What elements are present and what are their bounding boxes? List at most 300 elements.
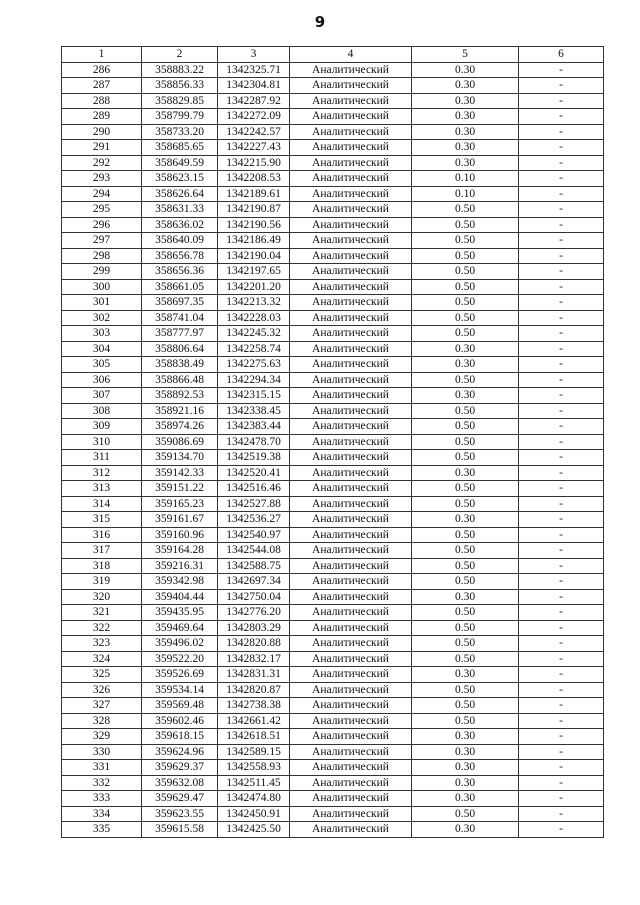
table-row bbox=[62, 558, 604, 574]
cell-method: Аналитический bbox=[290, 543, 412, 559]
cell-method: Аналитический bbox=[290, 620, 412, 636]
table-row bbox=[62, 605, 604, 621]
cell-x: 359522.20 bbox=[142, 651, 218, 667]
table-row bbox=[62, 574, 604, 590]
cell-y: 1342832.17 bbox=[218, 651, 290, 667]
cell-point-number: 298 bbox=[62, 248, 142, 264]
cell-x: 359526.69 bbox=[142, 667, 218, 683]
cell-precision: 0.50 bbox=[412, 295, 519, 311]
cell-y: 1342831.31 bbox=[218, 667, 290, 683]
cell-precision: 0.30 bbox=[412, 822, 519, 838]
table-row bbox=[62, 326, 604, 342]
cell-x: 359624.96 bbox=[142, 744, 218, 760]
cell-point-number: 297 bbox=[62, 233, 142, 249]
cell-precision: 0.50 bbox=[412, 605, 519, 621]
table-row bbox=[62, 698, 604, 714]
cell-point-number: 296 bbox=[62, 217, 142, 233]
cell-description: - bbox=[519, 140, 604, 156]
cell-method: Аналитический bbox=[290, 326, 412, 342]
cell-y: 1342383.44 bbox=[218, 419, 290, 435]
cell-y: 1342275.63 bbox=[218, 357, 290, 373]
cell-x: 359160.96 bbox=[142, 527, 218, 543]
cell-x: 359569.48 bbox=[142, 698, 218, 714]
cell-point-number: 290 bbox=[62, 124, 142, 140]
cell-precision: 0.50 bbox=[412, 651, 519, 667]
table-row bbox=[62, 357, 604, 373]
cell-x: 358838.49 bbox=[142, 357, 218, 373]
cell-x: 359623.55 bbox=[142, 806, 218, 822]
cell-description: - bbox=[519, 186, 604, 202]
cell-x: 358623.15 bbox=[142, 171, 218, 187]
table-row bbox=[62, 202, 604, 218]
cell-description: - bbox=[519, 341, 604, 357]
cell-method: Аналитический bbox=[290, 78, 412, 94]
cell-y: 1342325.71 bbox=[218, 62, 290, 78]
coordinates-table bbox=[61, 46, 604, 838]
cell-y: 1342213.32 bbox=[218, 295, 290, 311]
cell-y: 1342750.04 bbox=[218, 589, 290, 605]
cell-point-number: 304 bbox=[62, 341, 142, 357]
cell-y: 1342697.34 bbox=[218, 574, 290, 590]
cell-precision: 0.30 bbox=[412, 357, 519, 373]
column-header-precision: 5 bbox=[412, 47, 519, 63]
cell-description: - bbox=[519, 217, 604, 233]
cell-precision: 0.50 bbox=[412, 310, 519, 326]
cell-precision: 0.50 bbox=[412, 682, 519, 698]
cell-x: 358741.04 bbox=[142, 310, 218, 326]
cell-x: 359151.22 bbox=[142, 481, 218, 497]
cell-point-number: 292 bbox=[62, 155, 142, 171]
cell-method: Аналитический bbox=[290, 341, 412, 357]
cell-method: Аналитический bbox=[290, 388, 412, 404]
cell-method: Аналитический bbox=[290, 264, 412, 280]
cell-description: - bbox=[519, 465, 604, 481]
cell-point-number: 328 bbox=[62, 713, 142, 729]
cell-method: Аналитический bbox=[290, 822, 412, 838]
cell-method: Аналитический bbox=[290, 140, 412, 156]
cell-precision: 0.30 bbox=[412, 155, 519, 171]
cell-precision: 0.50 bbox=[412, 202, 519, 218]
column-header-y: 3 bbox=[218, 47, 290, 63]
cell-method: Аналитический bbox=[290, 62, 412, 78]
cell-method: Аналитический bbox=[290, 310, 412, 326]
cell-description: - bbox=[519, 589, 604, 605]
cell-point-number: 308 bbox=[62, 403, 142, 419]
cell-precision: 0.30 bbox=[412, 775, 519, 791]
table-row bbox=[62, 62, 604, 78]
cell-precision: 0.30 bbox=[412, 729, 519, 745]
cell-point-number: 334 bbox=[62, 806, 142, 822]
cell-precision: 0.50 bbox=[412, 419, 519, 435]
cell-description: - bbox=[519, 713, 604, 729]
cell-description: - bbox=[519, 698, 604, 714]
table-row bbox=[62, 155, 604, 171]
table-row bbox=[62, 512, 604, 528]
table-row bbox=[62, 419, 604, 435]
table-row bbox=[62, 543, 604, 559]
cell-precision: 0.30 bbox=[412, 93, 519, 109]
cell-description: - bbox=[519, 419, 604, 435]
cell-point-number: 294 bbox=[62, 186, 142, 202]
cell-x: 358656.78 bbox=[142, 248, 218, 264]
cell-precision: 0.30 bbox=[412, 512, 519, 528]
cell-point-number: 329 bbox=[62, 729, 142, 745]
cell-point-number: 299 bbox=[62, 264, 142, 280]
cell-x: 359404.44 bbox=[142, 589, 218, 605]
cell-precision: 0.30 bbox=[412, 465, 519, 481]
cell-point-number: 326 bbox=[62, 682, 142, 698]
cell-x: 359216.31 bbox=[142, 558, 218, 574]
cell-x: 358640.09 bbox=[142, 233, 218, 249]
cell-method: Аналитический bbox=[290, 589, 412, 605]
cell-y: 1342540.97 bbox=[218, 527, 290, 543]
cell-description: - bbox=[519, 279, 604, 295]
table-row bbox=[62, 496, 604, 512]
cell-x: 358661.05 bbox=[142, 279, 218, 295]
cell-method: Аналитический bbox=[290, 233, 412, 249]
table-row bbox=[62, 822, 604, 838]
cell-precision: 0.30 bbox=[412, 667, 519, 683]
cell-y: 1342558.93 bbox=[218, 760, 290, 776]
cell-x: 358799.79 bbox=[142, 109, 218, 125]
cell-y: 1342820.87 bbox=[218, 682, 290, 698]
cell-x: 358806.64 bbox=[142, 341, 218, 357]
cell-y: 1342520.41 bbox=[218, 465, 290, 481]
cell-method: Аналитический bbox=[290, 558, 412, 574]
table-row bbox=[62, 620, 604, 636]
cell-point-number: 289 bbox=[62, 109, 142, 125]
cell-description: - bbox=[519, 729, 604, 745]
cell-precision: 0.30 bbox=[412, 744, 519, 760]
cell-method: Аналитический bbox=[290, 109, 412, 125]
cell-x: 359615.58 bbox=[142, 822, 218, 838]
table-row bbox=[62, 264, 604, 280]
cell-method: Аналитический bbox=[290, 698, 412, 714]
table-row bbox=[62, 78, 604, 94]
table-row bbox=[62, 527, 604, 543]
table-row bbox=[62, 248, 604, 264]
cell-method: Аналитический bbox=[290, 729, 412, 745]
cell-y: 1342272.09 bbox=[218, 109, 290, 125]
table-row bbox=[62, 450, 604, 466]
cell-precision: 0.50 bbox=[412, 806, 519, 822]
cell-y: 1342588.75 bbox=[218, 558, 290, 574]
cell-x: 358685.65 bbox=[142, 140, 218, 156]
cell-description: - bbox=[519, 651, 604, 667]
cell-y: 1342776.20 bbox=[218, 605, 290, 621]
cell-precision: 0.50 bbox=[412, 698, 519, 714]
cell-description: - bbox=[519, 760, 604, 776]
cell-x: 358697.35 bbox=[142, 295, 218, 311]
cell-precision: 0.50 bbox=[412, 558, 519, 574]
cell-x: 359618.15 bbox=[142, 729, 218, 745]
cell-description: - bbox=[519, 822, 604, 838]
cell-point-number: 286 bbox=[62, 62, 142, 78]
cell-point-number: 288 bbox=[62, 93, 142, 109]
header-row bbox=[62, 47, 604, 63]
column-header-point-number: 1 bbox=[62, 47, 142, 63]
cell-point-number: 310 bbox=[62, 434, 142, 450]
table-row bbox=[62, 775, 604, 791]
cell-y: 1342294.34 bbox=[218, 372, 290, 388]
cell-description: - bbox=[519, 481, 604, 497]
cell-method: Аналитический bbox=[290, 186, 412, 202]
cell-method: Аналитический bbox=[290, 682, 412, 698]
cell-x: 358921.16 bbox=[142, 403, 218, 419]
cell-point-number: 335 bbox=[62, 822, 142, 838]
cell-description: - bbox=[519, 620, 604, 636]
cell-precision: 0.30 bbox=[412, 760, 519, 776]
cell-precision: 0.50 bbox=[412, 636, 519, 652]
cell-method: Аналитический bbox=[290, 279, 412, 295]
cell-precision: 0.50 bbox=[412, 403, 519, 419]
cell-description: - bbox=[519, 744, 604, 760]
table-row bbox=[62, 403, 604, 419]
cell-x: 359629.37 bbox=[142, 760, 218, 776]
cell-precision: 0.50 bbox=[412, 481, 519, 497]
cell-method: Аналитический bbox=[290, 124, 412, 140]
cell-x: 358649.59 bbox=[142, 155, 218, 171]
table-row bbox=[62, 481, 604, 497]
cell-description: - bbox=[519, 295, 604, 311]
cell-description: - bbox=[519, 171, 604, 187]
cell-method: Аналитический bbox=[290, 574, 412, 590]
table-row bbox=[62, 233, 604, 249]
cell-precision: 0.30 bbox=[412, 341, 519, 357]
cell-precision: 0.50 bbox=[412, 279, 519, 295]
cell-point-number: 318 bbox=[62, 558, 142, 574]
cell-method: Аналитический bbox=[290, 527, 412, 543]
cell-description: - bbox=[519, 450, 604, 466]
cell-y: 1342820.88 bbox=[218, 636, 290, 652]
cell-x: 359629.47 bbox=[142, 791, 218, 807]
cell-method: Аналитический bbox=[290, 481, 412, 497]
cell-precision: 0.50 bbox=[412, 233, 519, 249]
cell-y: 1342738.38 bbox=[218, 698, 290, 714]
cell-x: 358626.64 bbox=[142, 186, 218, 202]
cell-description: - bbox=[519, 202, 604, 218]
cell-point-number: 327 bbox=[62, 698, 142, 714]
cell-description: - bbox=[519, 775, 604, 791]
cell-point-number: 325 bbox=[62, 667, 142, 683]
cell-precision: 0.50 bbox=[412, 496, 519, 512]
cell-point-number: 315 bbox=[62, 512, 142, 528]
cell-point-number: 307 bbox=[62, 388, 142, 404]
cell-point-number: 320 bbox=[62, 589, 142, 605]
cell-y: 1342519.38 bbox=[218, 450, 290, 466]
table-row bbox=[62, 186, 604, 202]
cell-method: Аналитический bbox=[290, 403, 412, 419]
cell-method: Аналитический bbox=[290, 775, 412, 791]
table-row bbox=[62, 388, 604, 404]
table-row bbox=[62, 651, 604, 667]
cell-y: 1342474.80 bbox=[218, 791, 290, 807]
cell-y: 1342215.90 bbox=[218, 155, 290, 171]
cell-method: Аналитический bbox=[290, 450, 412, 466]
cell-point-number: 312 bbox=[62, 465, 142, 481]
cell-point-number: 293 bbox=[62, 171, 142, 187]
cell-method: Аналитический bbox=[290, 93, 412, 109]
cell-x: 358636.02 bbox=[142, 217, 218, 233]
cell-method: Аналитический bbox=[290, 372, 412, 388]
cell-x: 358631.33 bbox=[142, 202, 218, 218]
cell-y: 1342304.81 bbox=[218, 78, 290, 94]
cell-precision: 0.50 bbox=[412, 713, 519, 729]
cell-description: - bbox=[519, 496, 604, 512]
cell-point-number: 305 bbox=[62, 357, 142, 373]
cell-method: Аналитический bbox=[290, 512, 412, 528]
cell-method: Аналитический bbox=[290, 791, 412, 807]
cell-method: Аналитический bbox=[290, 496, 412, 512]
cell-point-number: 331 bbox=[62, 760, 142, 776]
cell-precision: 0.30 bbox=[412, 589, 519, 605]
table-row bbox=[62, 806, 604, 822]
cell-x: 359134.70 bbox=[142, 450, 218, 466]
table-row bbox=[62, 341, 604, 357]
cell-x: 359602.46 bbox=[142, 713, 218, 729]
cell-x: 359161.67 bbox=[142, 512, 218, 528]
cell-x: 359496.02 bbox=[142, 636, 218, 652]
cell-y: 1342190.56 bbox=[218, 217, 290, 233]
cell-y: 1342544.08 bbox=[218, 543, 290, 559]
cell-point-number: 291 bbox=[62, 140, 142, 156]
cell-method: Аналитический bbox=[290, 357, 412, 373]
table-row bbox=[62, 589, 604, 605]
cell-method: Аналитический bbox=[290, 155, 412, 171]
cell-x: 359086.69 bbox=[142, 434, 218, 450]
cell-point-number: 332 bbox=[62, 775, 142, 791]
cell-description: - bbox=[519, 574, 604, 590]
cell-precision: 0.30 bbox=[412, 78, 519, 94]
cell-x: 359142.33 bbox=[142, 465, 218, 481]
table-row bbox=[62, 729, 604, 745]
cell-y: 1342228.03 bbox=[218, 310, 290, 326]
table-row bbox=[62, 140, 604, 156]
cell-description: - bbox=[519, 636, 604, 652]
cell-description: - bbox=[519, 791, 604, 807]
cell-description: - bbox=[519, 682, 604, 698]
table-row bbox=[62, 434, 604, 450]
cell-method: Аналитический bbox=[290, 171, 412, 187]
table-row bbox=[62, 93, 604, 109]
cell-y: 1342661.42 bbox=[218, 713, 290, 729]
cell-method: Аналитический bbox=[290, 217, 412, 233]
cell-x: 358883.22 bbox=[142, 62, 218, 78]
cell-description: - bbox=[519, 388, 604, 404]
cell-precision: 0.50 bbox=[412, 372, 519, 388]
cell-description: - bbox=[519, 558, 604, 574]
cell-method: Аналитический bbox=[290, 248, 412, 264]
cell-x: 358974.26 bbox=[142, 419, 218, 435]
cell-method: Аналитический bbox=[290, 636, 412, 652]
cell-y: 1342527.88 bbox=[218, 496, 290, 512]
table-row bbox=[62, 667, 604, 683]
table-row bbox=[62, 760, 604, 776]
cell-point-number: 301 bbox=[62, 295, 142, 311]
cell-method: Аналитический bbox=[290, 465, 412, 481]
cell-x: 358866.48 bbox=[142, 372, 218, 388]
table-row bbox=[62, 109, 604, 125]
cell-description: - bbox=[519, 512, 604, 528]
cell-description: - bbox=[519, 248, 604, 264]
cell-point-number: 316 bbox=[62, 527, 142, 543]
cell-method: Аналитический bbox=[290, 419, 412, 435]
cell-y: 1342190.04 bbox=[218, 248, 290, 264]
cell-precision: 0.50 bbox=[412, 450, 519, 466]
cell-y: 1342511.45 bbox=[218, 775, 290, 791]
cell-precision: 0.50 bbox=[412, 264, 519, 280]
table-row bbox=[62, 744, 604, 760]
cell-point-number: 302 bbox=[62, 310, 142, 326]
table-row bbox=[62, 791, 604, 807]
cell-y: 1342197.65 bbox=[218, 264, 290, 280]
cell-method: Аналитический bbox=[290, 605, 412, 621]
cell-description: - bbox=[519, 264, 604, 280]
cell-point-number: 319 bbox=[62, 574, 142, 590]
cell-point-number: 321 bbox=[62, 605, 142, 621]
table-row bbox=[62, 636, 604, 652]
cell-precision: 0.30 bbox=[412, 791, 519, 807]
cell-y: 1342536.27 bbox=[218, 512, 290, 528]
cell-y: 1342208.53 bbox=[218, 171, 290, 187]
table-row bbox=[62, 279, 604, 295]
column-header-x: 2 bbox=[142, 47, 218, 63]
cell-y: 1342190.87 bbox=[218, 202, 290, 218]
cell-point-number: 330 bbox=[62, 744, 142, 760]
cell-point-number: 317 bbox=[62, 543, 142, 559]
cell-y: 1342478.70 bbox=[218, 434, 290, 450]
cell-method: Аналитический bbox=[290, 760, 412, 776]
column-header-description: 6 bbox=[519, 47, 604, 63]
cell-description: - bbox=[519, 93, 604, 109]
cell-precision: 0.50 bbox=[412, 574, 519, 590]
cell-y: 1342516.46 bbox=[218, 481, 290, 497]
cell-x: 358656.36 bbox=[142, 264, 218, 280]
cell-point-number: 300 bbox=[62, 279, 142, 295]
cell-description: - bbox=[519, 124, 604, 140]
table-row bbox=[62, 713, 604, 729]
cell-x: 359435.95 bbox=[142, 605, 218, 621]
table-row bbox=[62, 295, 604, 311]
cell-description: - bbox=[519, 806, 604, 822]
cell-method: Аналитический bbox=[290, 667, 412, 683]
table-header bbox=[62, 47, 604, 63]
page-number: 9 bbox=[314, 13, 326, 31]
table-row bbox=[62, 682, 604, 698]
cell-y: 1342589.15 bbox=[218, 744, 290, 760]
cell-description: - bbox=[519, 233, 604, 249]
cell-point-number: 309 bbox=[62, 419, 142, 435]
cell-method: Аналитический bbox=[290, 806, 412, 822]
cell-x: 358856.33 bbox=[142, 78, 218, 94]
cell-precision: 0.30 bbox=[412, 388, 519, 404]
cell-point-number: 323 bbox=[62, 636, 142, 652]
cell-y: 1342227.43 bbox=[218, 140, 290, 156]
cell-y: 1342201.20 bbox=[218, 279, 290, 295]
cell-method: Аналитический bbox=[290, 434, 412, 450]
cell-x: 359342.98 bbox=[142, 574, 218, 590]
table-body bbox=[62, 62, 604, 837]
cell-precision: 0.10 bbox=[412, 171, 519, 187]
cell-description: - bbox=[519, 109, 604, 125]
cell-precision: 0.50 bbox=[412, 434, 519, 450]
table-row bbox=[62, 465, 604, 481]
cell-description: - bbox=[519, 605, 604, 621]
table-row bbox=[62, 372, 604, 388]
cell-description: - bbox=[519, 403, 604, 419]
cell-point-number: 314 bbox=[62, 496, 142, 512]
cell-x: 359469.64 bbox=[142, 620, 218, 636]
